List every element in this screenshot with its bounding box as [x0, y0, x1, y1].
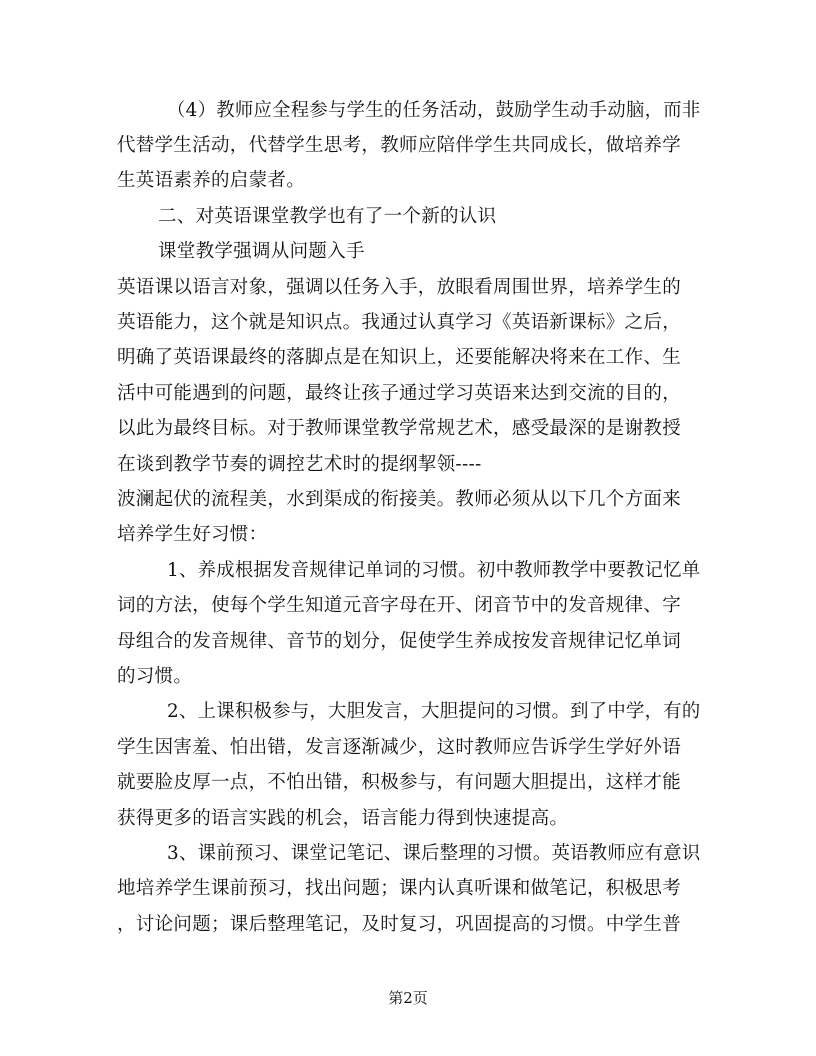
subheading: 课堂教学强调从问题入手: [158, 241, 365, 262]
text-line: 的习惯。: [117, 666, 193, 687]
text-line: 活中可能遇到的问题，最终让孩子通过学习英语来达到交流的目的，: [117, 383, 682, 404]
text-line: 3、课前预习、课堂记笔记、课后整理的习惯。英语教师应有意识: [167, 843, 701, 864]
text-line: 英语课以语言对象，强调以任务入手，放眼看周围世界，培养学生的: [117, 277, 682, 298]
text-line: ，讨论问题；课后整理笔记，及时复习，巩固提高的习惯。中学生普: [117, 914, 682, 935]
text-line: 培养学生好习惯：: [117, 524, 268, 545]
page-number: 第2页: [388, 989, 428, 1007]
text-line: 波澜起伏的流程美，水到渠成的衔接美。教师必须从以下几个方面来: [117, 489, 682, 510]
text-line: 代替学生活动，代替学生思考，教师应陪伴学生共同成长，做培养学: [117, 135, 682, 156]
text-line: 在谈到教学节奏的调控艺术时的提纲挈领----: [117, 454, 482, 475]
text-line: 地培养学生课前预习，找出问题；课内认真听课和做笔记，积极思考: [117, 878, 682, 899]
text-line: 英语能力，这个就是知识点。我通过认真学习《英语新课标》之后，: [117, 312, 682, 333]
text-line: 生英语素养的启蒙者。: [117, 170, 306, 191]
text-line: 1、养成根据发音规律记单词的习惯。初中教师教学中要教记忆单: [167, 560, 701, 581]
text-line: 获得更多的语言实践的机会，语言能力得到快速提高。: [117, 808, 569, 829]
section-heading: 二、对英语课堂教学也有了一个新的认识: [158, 206, 497, 227]
text-line: 明确了英语课最终的落脚点是在知识上，还要能解决将来在工作、生: [117, 347, 682, 368]
text-line: 词的方法，使每个学生知道元音字母在开、闭音节中的发音规律、字: [117, 595, 682, 616]
text-line: 母组合的发音规律、音节的划分，促使学生养成按发音规律记忆单词: [117, 631, 682, 652]
text-line: （4）教师应全程参与学生的任务活动，鼓励学生动手动脑，而非: [167, 100, 701, 121]
text-line: 学生因害羞、怕出错，发言逐渐减少，这时教师应告诉学生学好外语: [117, 737, 682, 758]
text-line: 就要脸皮厚一点，不怕出错，积极参与，有问题大胆提出，这样才能: [117, 772, 682, 793]
text-line: 2、上课积极参与，大胆发言，大胆提问的习惯。到了中学，有的: [167, 701, 701, 722]
text-line: 以此为最终目标。对于教师课堂教学常规艺术，感受最深的是谢教授: [117, 418, 682, 439]
